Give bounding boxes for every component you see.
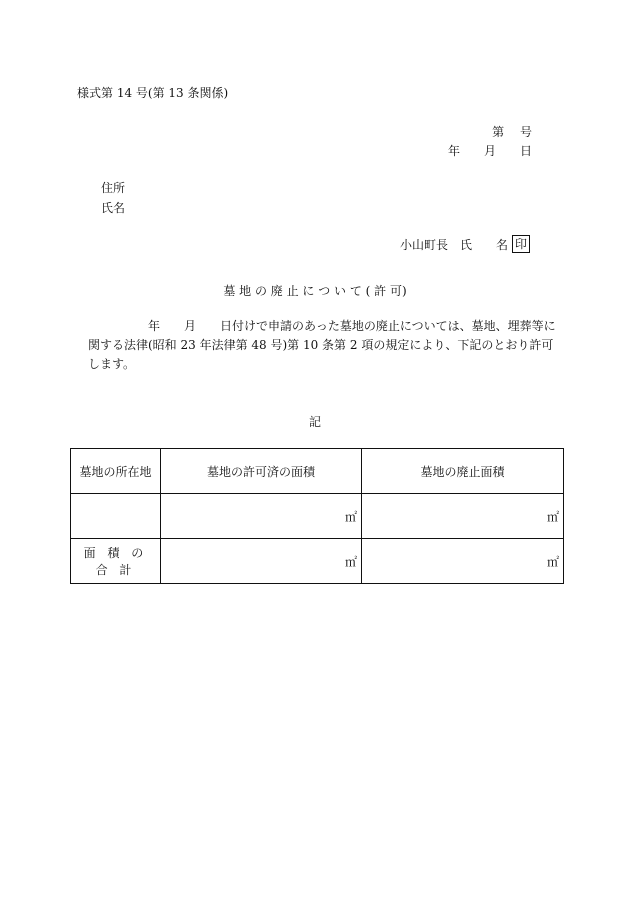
header-abolished-area: 墓地の廃止面積 — [362, 449, 564, 494]
header-permitted-area: 墓地の許可済の面積 — [161, 449, 362, 494]
unit-label: ㎡ — [344, 554, 357, 569]
total-abolished-area-cell — [362, 539, 564, 584]
location-cell — [71, 494, 161, 539]
unit-label: ㎡ — [344, 509, 357, 524]
unit-label: ㎡ — [546, 509, 559, 524]
seal-mark: 印 — [512, 235, 530, 253]
form-number: 様式第 14 号(第 13 条関係) — [77, 86, 229, 100]
ki-heading: 記 — [308, 415, 321, 429]
table-row — [71, 494, 564, 539]
unit-label: ㎡ — [546, 554, 559, 569]
permitted-area-cell — [161, 494, 362, 539]
issuer-name: 小山町長 氏 名 — [399, 237, 508, 252]
document-number: 第 号 — [492, 125, 532, 139]
address-label: 住所 — [101, 181, 126, 195]
table-total-row — [71, 539, 564, 584]
total-permitted-area-cell — [161, 539, 362, 584]
body-paragraph: 年 月 日付けで申請のあった墓地の廃止については、墓地、埋葬等に関する法律(昭和 23 年法律第 48 号)第 10 条第 2 項の規定により、下記のとおり許可します。 — [88, 319, 556, 371]
table-header-row — [71, 449, 564, 494]
name-label: 氏名 — [101, 201, 126, 215]
total-label: 面 積 の 合 計 — [71, 539, 161, 584]
abolished-area-cell — [362, 494, 564, 539]
issuer-line — [400, 235, 530, 253]
header-location: 墓地の所在地 — [71, 449, 161, 494]
cemetery-area-table — [70, 448, 564, 584]
document-date: 年 月 日 — [447, 144, 532, 158]
document-title: 墓 地 の 廃 止 に つ い て ( 許 可) — [223, 284, 407, 298]
